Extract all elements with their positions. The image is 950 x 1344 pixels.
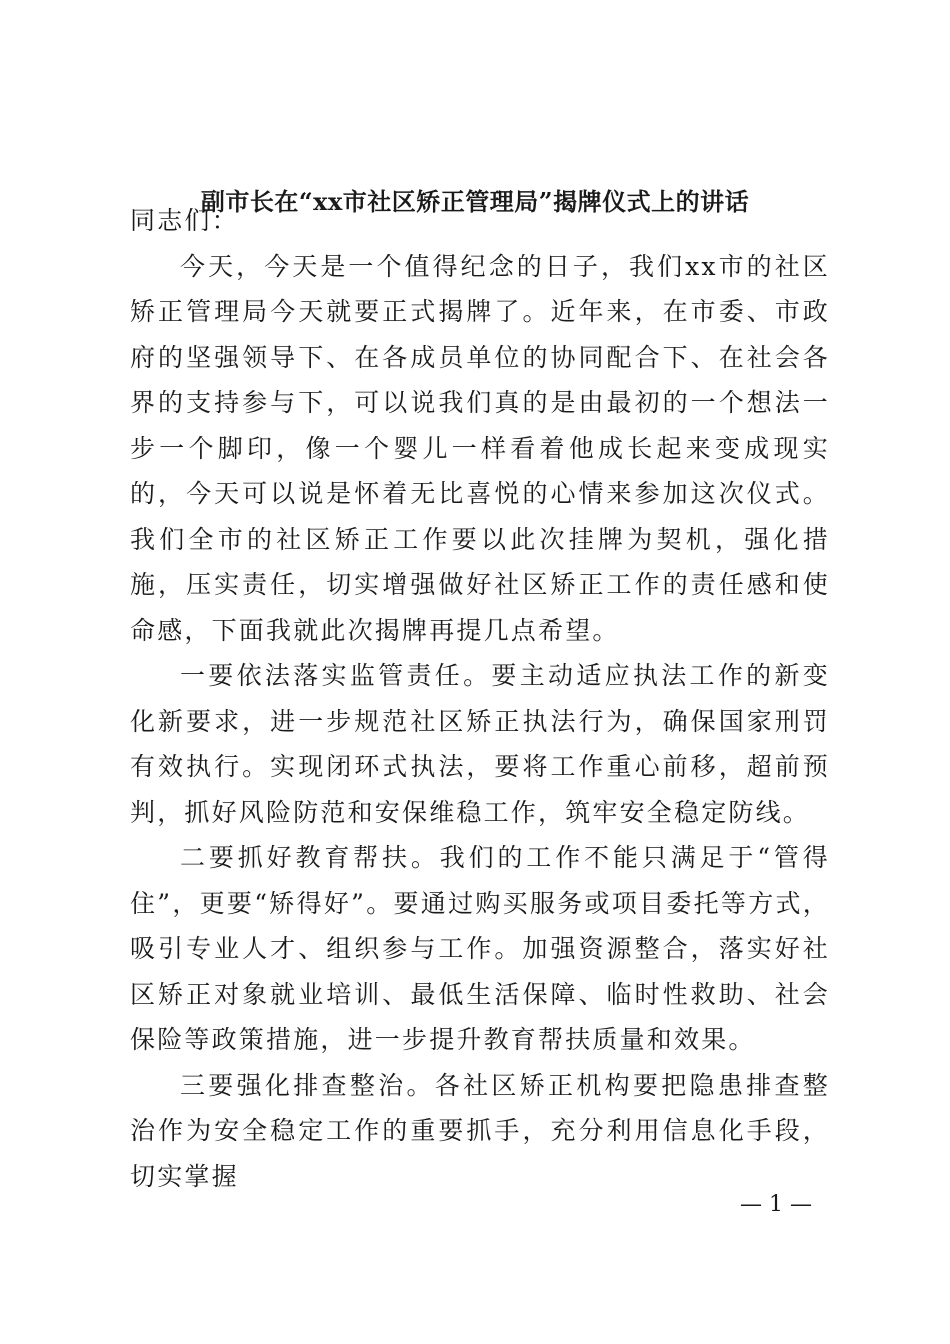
paragraph-opening: 今天，今天是一个值得纪念的日子，我们xx市的社区矫正管理局今天就要正式揭牌了。近年来，在市委、市政府的坚强领导下、在各成员单位的协同配合下、在社会各界的支持参与下，可以说我们真的是由最初的一个想法一步一个脚印，像一个婴儿一样看着他成长起来变成现实的，今天可以说是怀着无比喜悦的心情来参加这次仪式。我们全市的社区矫正工作要以此次挂牌为契机，强化措施，压实责任，切实增强做好社区矫正工作的责任感和使命感，下面我就此次揭牌再提几点希望。 <box>130 251 830 645</box>
document-title: 副市长在“xx市社区矫正管理局”揭牌仪式上的讲话 <box>200 187 750 216</box>
page-number: — 1 — <box>740 1192 812 1217</box>
document-body <box>130 198 830 1199</box>
salutation: 同志们： <box>130 206 239 235</box>
paragraph-point-three: 三要强化排查整治。各社区矫正机构要把隐患排查整治作为安全稳定工作的重要抓手，充分利用信息化手段，切实掌握 <box>130 1070 830 1191</box>
paragraph-point-two: 二要抓好教育帮扶。我们的工作不能只满足于“管得住”，更要“矫得好”。要通过购买服务或项目委托等方式，吸引专业人才、组织参与工作。加强资源整合，落实好社区矫正对象就业培训、最低生活保障、临时性救助、社会保险等政策措施，进一步提升教育帮扶质量和效果。 <box>130 843 830 1054</box>
paragraph-point-one: 一要依法落实监管责任。要主动适应执法工作的新变化新要求，进一步规范社区矫正执法行为，确保国家刑罚有效执行。实现闭环式执法，要将工作重心前移，超前预判，抓好风险防范和安保维稳工作，筑牢安全稳定防线。 <box>130 661 830 827</box>
